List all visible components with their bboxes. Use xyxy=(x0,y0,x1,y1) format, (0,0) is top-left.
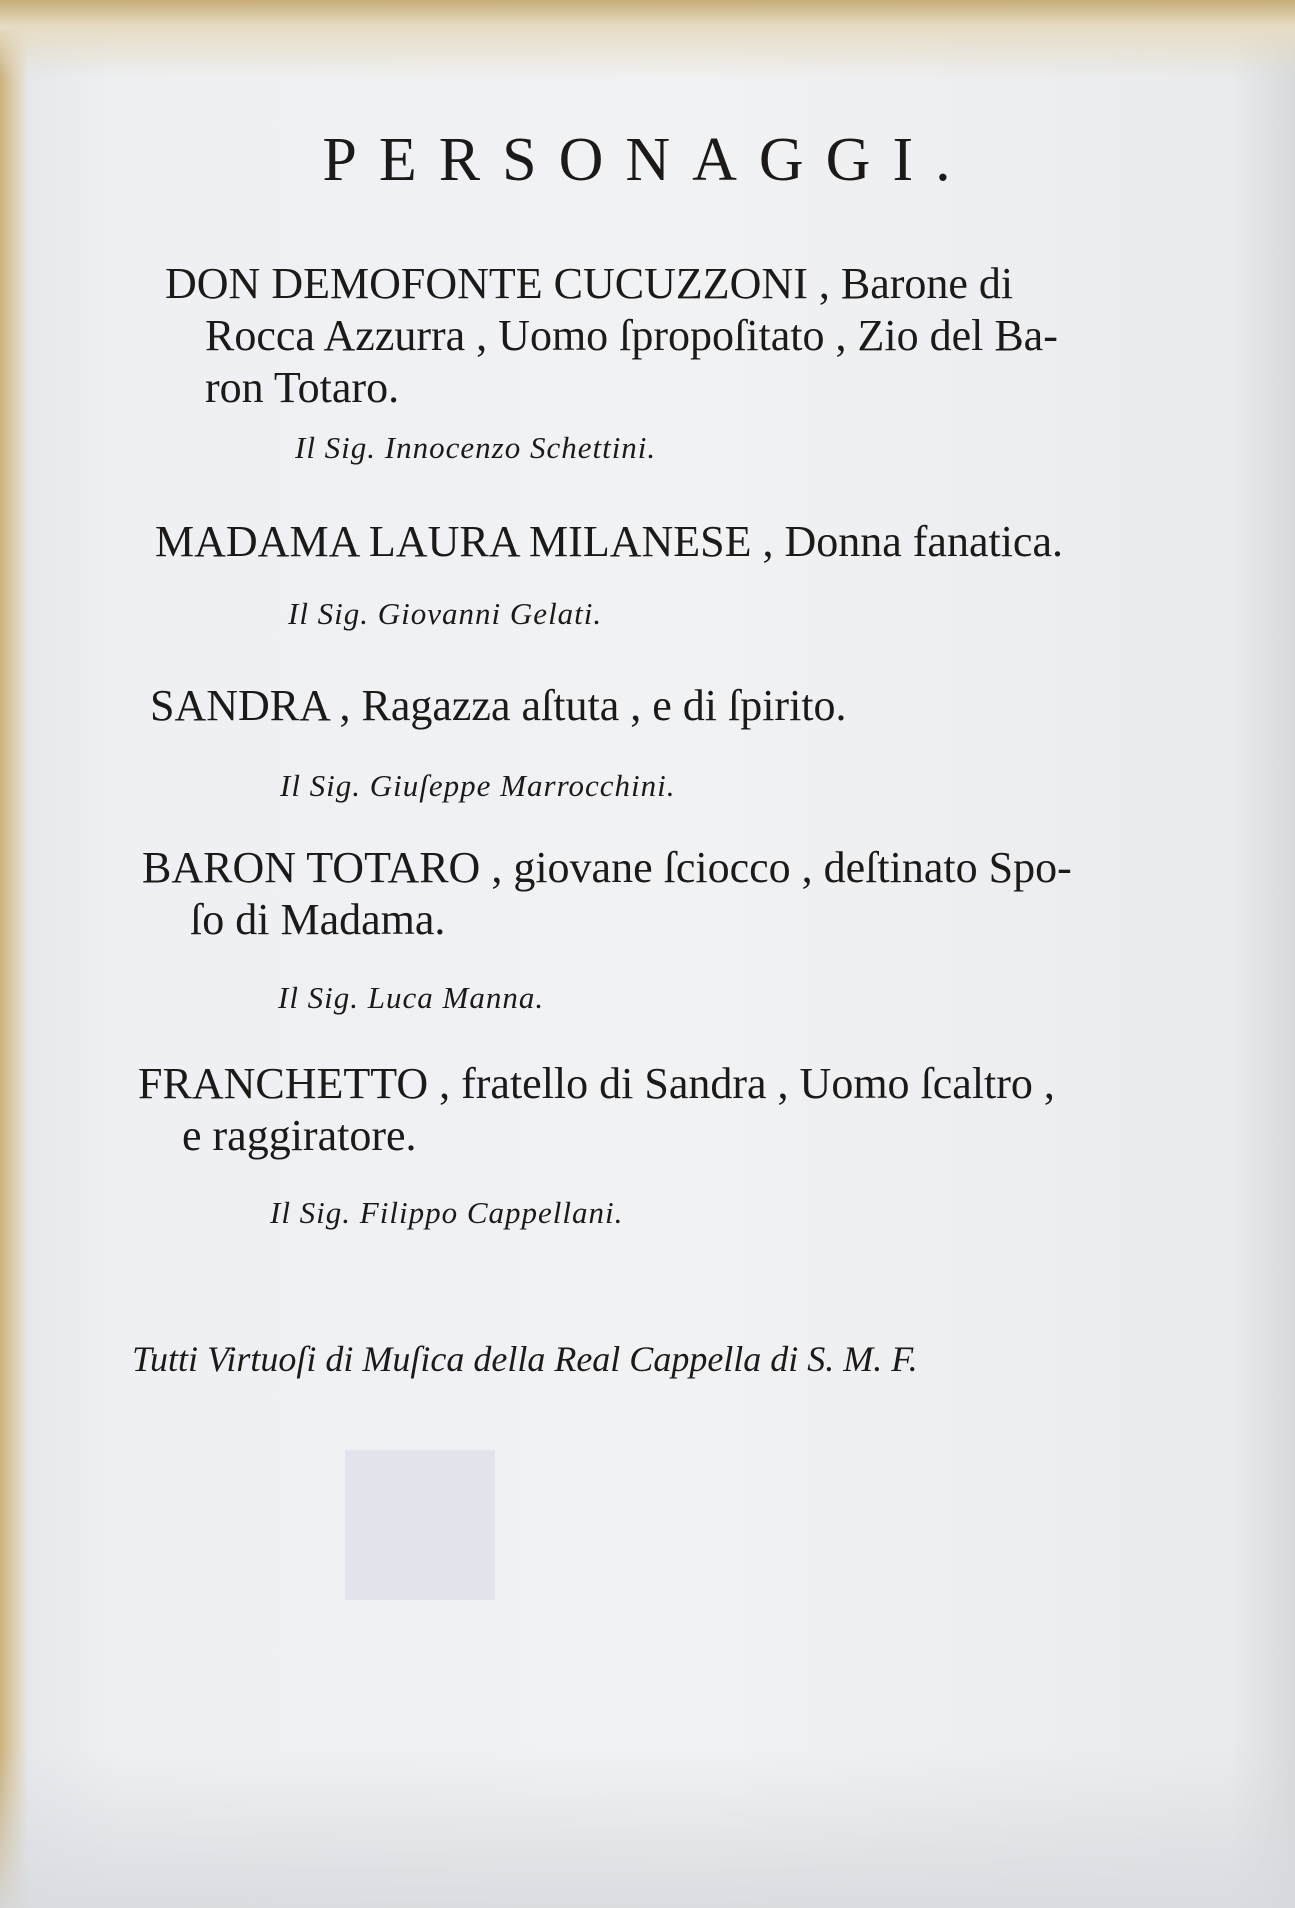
performer-name: Il Sig. Innocenzo Schettini. xyxy=(295,430,657,465)
character-description-line: MADAMA LAURA MILANESE , Donna fanatica. xyxy=(155,517,1063,566)
character-entry xyxy=(165,258,1058,414)
character-description-line: ron Totaro. xyxy=(205,363,400,412)
performer-name: Il Sig. Giovanni Gelati. xyxy=(288,596,603,631)
character-description-line: e raggiratore. xyxy=(182,1111,417,1160)
character-description-line: BARON TOTARO , giovane ſciocco , deſtinato Spo- xyxy=(142,843,1072,892)
page-title: PERSONAGGI. xyxy=(322,126,973,194)
character-entry xyxy=(150,680,847,732)
performer-name: Il Sig. Luca Manna. xyxy=(278,980,545,1015)
performer-name: Il Sig. Giuſeppe Marrocchini. xyxy=(280,768,676,803)
character-entry xyxy=(155,516,1063,568)
character-entry xyxy=(138,1058,1055,1162)
performer-name: Il Sig. Filippo Cappellani. xyxy=(270,1195,624,1230)
character-description-line: Rocca Azzurra , Uomo ſpropoſitato , Zio del Ba- xyxy=(205,311,1058,360)
show-through-ornament xyxy=(345,1450,495,1600)
character-description-line: SANDRA , Ragazza aſtuta , e di ſpirito. xyxy=(150,681,847,730)
character-entry xyxy=(142,842,1072,946)
character-description-line: DON DEMOFONTE CUCUZZONI , Barone di xyxy=(165,259,1014,308)
footer-note: Tutti Virtuoſi di Muſica della Real Cappella di S. M. F. xyxy=(132,1339,918,1379)
character-description-line: ſo di Madama. xyxy=(190,895,446,944)
character-description-line: FRANCHETTO , fratello di Sandra , Uomo ſcaltro , xyxy=(138,1059,1055,1108)
